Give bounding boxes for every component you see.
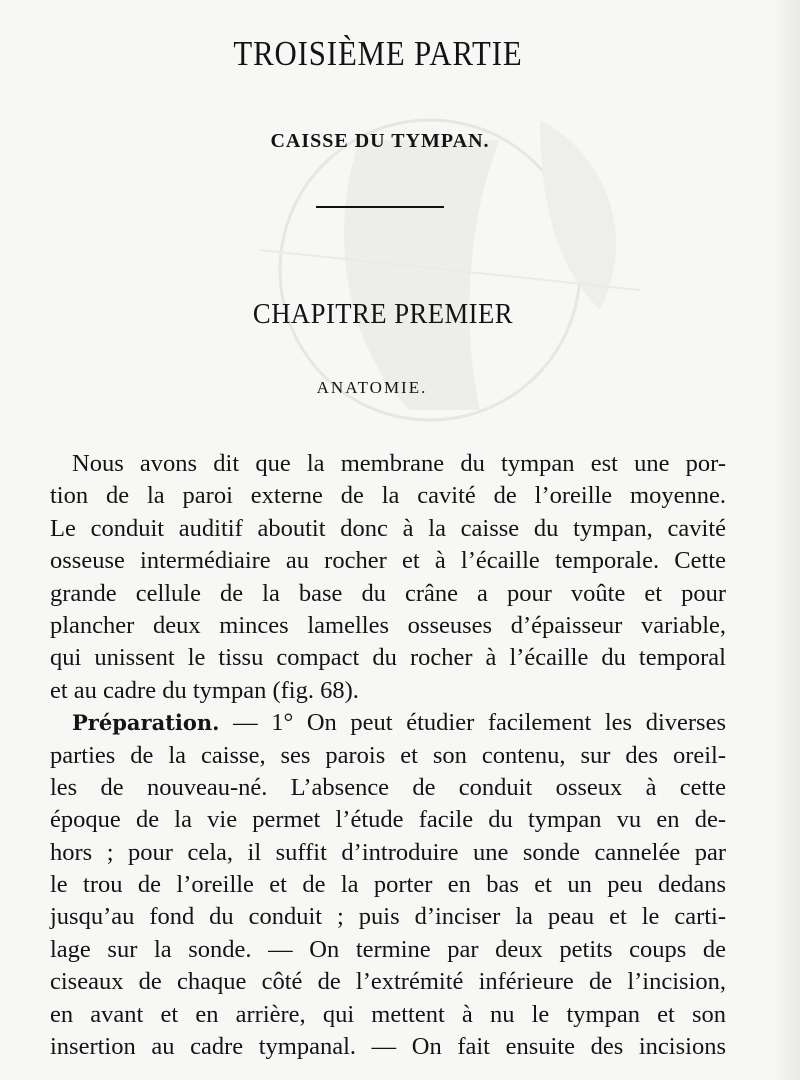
text-line: le trou de l’oreille et de la porter en bas et un peu dedans bbox=[50, 871, 726, 899]
text-line: Nous avons dit que la membrane du tympan est une por- bbox=[72, 450, 726, 477]
text-line: qui unissent le tissu compact du rocher à l’écaille du temporal bbox=[50, 644, 726, 672]
text-line: époque de la vie permet l’étude facile du tympan vu en de- bbox=[50, 806, 726, 834]
part-subtitle: CAISSE DU TYMPAN. bbox=[270, 130, 490, 152]
text-line: tion de la paroi externe de la cavité de l’oreille moyenne. bbox=[50, 482, 726, 510]
text-line: en avant et en arrière, qui mettent à nu le tympan et son bbox=[50, 1000, 726, 1028]
text-line: plancher deux minces lamelles osseuses d’épaisseur variable, bbox=[50, 611, 726, 639]
text-line: jusqu’au fond du conduit ; puis d’inciser la peau et le carti- bbox=[50, 903, 726, 931]
text-line: les de nouveau-né. L’absence de conduit osseux à cette bbox=[50, 773, 726, 801]
body-text bbox=[50, 448, 726, 1063]
preparation-heading: Préparation. bbox=[72, 710, 220, 736]
text-line: insertion au cadre tympanal. — On fait ensuite des incisions bbox=[50, 1033, 726, 1061]
paragraph-2-first-line bbox=[50, 707, 726, 739]
text-line: grande cellule de la base du crâne a pour voûte et pour bbox=[50, 579, 726, 607]
text-line: hors ; pour cela, il suffit d’introduire une sonde cannelée par bbox=[50, 838, 726, 866]
section-title: ANATOMIE. bbox=[316, 378, 428, 397]
text-line: lage sur la sonde. — On termine par deux petits coups de bbox=[50, 935, 726, 963]
title-divider bbox=[316, 206, 444, 208]
text-line: osseuse intermédiaire au rocher et à l’écaille temporale. Cette bbox=[50, 547, 726, 575]
text-span: — 1° On peut étudier facilement les diverses bbox=[219, 709, 726, 737]
scan-shadow bbox=[774, 0, 800, 1080]
chapter-title: CHAPITRE PREMIER bbox=[252, 298, 514, 330]
text-line: parties de la caisse, ses parois et son contenu, sur des oreil- bbox=[50, 741, 726, 769]
text-line: ciseaux de chaque côté de l’extrémité inférieure de l’incision, bbox=[50, 968, 726, 996]
text-line: et au cadre du tympan (fig. 68). bbox=[50, 676, 359, 704]
text-line: Le conduit auditif aboutit donc à la caisse du tympan, cavité bbox=[50, 514, 726, 542]
part-title: TROISIÈME PARTIE bbox=[233, 34, 523, 73]
